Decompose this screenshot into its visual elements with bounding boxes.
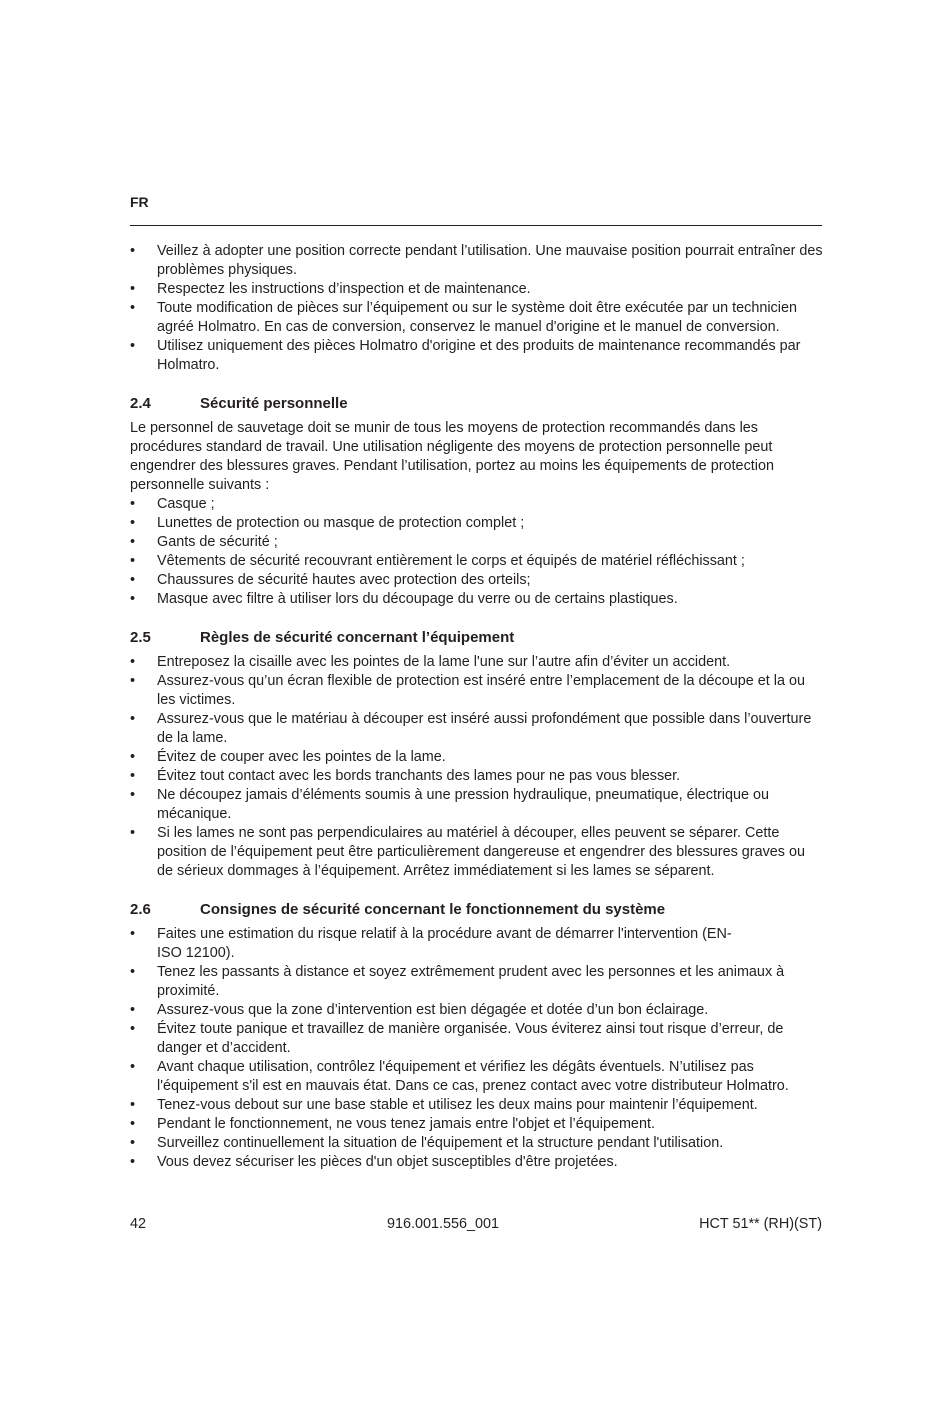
- list-item: • Assurez-vous que le matériau à découper est inséré aussi profondément que possible dans l’ouverture de la lame.: [130, 711, 812, 746]
- header-divider: [130, 225, 822, 226]
- list-item: • Surveillez continuellement la situation de l'équipement et la structure pendant l'utilisation.: [130, 1135, 724, 1151]
- list-item: • Faites une estimation du risque relatif à la procédure avant de démarrer l'intervention (EN- ISO 12100).: [130, 926, 732, 961]
- list-item: • Tenez-vous debout sur une base stable et utilisez les deux mains pour maintenir l’équipement.: [130, 1097, 758, 1113]
- list-item: • Masque avec filtre à utiliser lors du découpage du verre ou de certains plastiques.: [130, 591, 678, 607]
- list-item: • Si les lames ne sont pas perpendiculaires au matériel à découper, elles peuvent se séparer. Cette position de l’équipement peut être particulièrement dangereuse et engendrer des blessures graves ou de sérieux dommages à l’équipement. Arrêtez immédiatement si les lames se séparent.: [130, 825, 805, 879]
- document-code: 916.001.556_001: [387, 1216, 500, 1232]
- section-heading: [130, 628, 824, 647]
- page-content: [130, 242, 824, 1172]
- bullet-icon: •: [130, 515, 136, 531]
- bullet-icon: •: [130, 572, 136, 588]
- list-item: • Avant chaque utilisation, contrôlez l'équipement et vérifiez les dégâts éventuels. N’utilisez pas l'équipement s'il est en mauvais état. Dans ce cas, prenez contact avec votre distributeur Holmatro.: [130, 1059, 789, 1094]
- list-item: • Respectez les instructions d’inspection et de maintenance.: [130, 281, 531, 297]
- bullet-icon: •: [130, 749, 136, 765]
- section-bullet-list: [130, 653, 824, 881]
- bullet-icon: •: [130, 591, 136, 607]
- bullet-icon: •: [130, 787, 136, 803]
- bullet-icon: •: [130, 654, 136, 670]
- page-number: 42: [130, 1216, 147, 1232]
- list-item: • Assurez-vous qu’un écran flexible de protection est inséré entre l’emplacement de la découpe et la ou les victimes.: [130, 673, 805, 708]
- intro-bullet-list: [130, 242, 824, 375]
- list-item: • Veillez à adopter une position correcte pendant l’utilisation. Une mauvaise position pourrait entraîner des problèmes physiques.: [130, 243, 823, 278]
- list-item: • Évitez tout contact avec les bords tranchants des lames pour ne pas vous blesser.: [130, 768, 681, 784]
- bullet-icon: •: [130, 926, 136, 942]
- bullet-icon: •: [130, 768, 136, 784]
- bullet-icon: •: [130, 1059, 136, 1075]
- list-item: • Évitez de couper avec les pointes de la lame.: [130, 749, 446, 765]
- bullet-icon: •: [130, 534, 136, 550]
- list-item: • Évitez toute panique et travaillez de manière organisée. Vous éviterez ainsi tout risque d’erreur, de danger et d’accident.: [130, 1021, 784, 1056]
- list-item: • Tenez les passants à distance et soyez extrêmement prudent avec les personnes et les animaux à proximité.: [130, 964, 785, 999]
- bullet-icon: •: [130, 711, 136, 727]
- list-item: • Utilisez uniquement des pièces Holmatro d'origine et des produits de maintenance recommandés par Holmatro.: [130, 338, 801, 373]
- list-item: • Vous devez sécuriser les pièces d'un objet susceptibles d'être projetées.: [130, 1154, 618, 1170]
- section-bullet-list: [130, 495, 824, 609]
- bullet-icon: •: [130, 1154, 136, 1170]
- page-footer: [130, 1216, 822, 1236]
- bullet-icon: •: [130, 281, 136, 297]
- list-item: • Assurez-vous que la zone d’intervention est bien dégagée et dotée d’un bon éclairage.: [130, 1002, 709, 1018]
- section-bullet-list: [130, 925, 824, 1172]
- product-name: HCT 51** (RH)(ST): [699, 1216, 822, 1232]
- bullet-icon: •: [130, 825, 136, 841]
- list-item: • Vêtements de sécurité recouvrant entièrement le corps et équipés de matériel réfléchissant ;: [130, 553, 745, 569]
- bullet-icon: •: [130, 338, 136, 354]
- bullet-icon: •: [130, 1116, 136, 1132]
- list-item: • Lunettes de protection ou masque de protection complet ;: [130, 515, 525, 531]
- bullet-icon: •: [130, 1002, 136, 1018]
- bullet-icon: •: [130, 243, 136, 259]
- list-item: • Ne découpez jamais d’éléments soumis à une pression hydraulique, pneumatique, électrique ou mécanique.: [130, 787, 769, 822]
- bullet-icon: •: [130, 964, 136, 980]
- language-code: FR: [130, 194, 149, 210]
- bullet-icon: •: [130, 673, 136, 689]
- list-item: • Chaussures de sécurité hautes avec protection des orteils;: [130, 572, 531, 588]
- section-heading: [130, 394, 824, 413]
- bullet-icon: •: [130, 496, 136, 512]
- section-number: 2.6: [130, 901, 151, 918]
- section-number: 2.4: [130, 395, 151, 412]
- bullet-icon: •: [130, 1135, 136, 1151]
- list-item: • Casque ;: [130, 496, 215, 512]
- bullet-icon: •: [130, 1097, 136, 1113]
- section-heading: [130, 900, 824, 919]
- section-title: Sécurité personnelle: [200, 395, 348, 412]
- list-item: • Entreposez la cisaille avec les pointes de la lame l'une sur l’autre afin d’éviter un accident.: [130, 654, 731, 670]
- section-paragraph: Le personnel de sauvetage doit se munir de tous les moyens de protection recommandés dans les procédures standard de travail. Une utilisation négligente des moyens de protection personnelle peut engendrer des blessures graves. Pendant l’utilisation, portez au moins les équipements de protection personnelle suivants :: [130, 420, 774, 493]
- bullet-icon: •: [130, 300, 136, 316]
- list-item: • Gants de sécurité ;: [130, 534, 278, 550]
- section-title: Consignes de sécurité concernant le fonctionnement du système: [200, 901, 666, 918]
- section-number: 2.5: [130, 629, 151, 646]
- list-item: • Toute modification de pièces sur l’équipement ou sur le système doit être exécutée par un technicien agréé Holmatro. En cas de conversion, conservez le manuel d'origine et le manuel de conversion.: [130, 300, 797, 335]
- section-title: Règles de sécurité concernant l’équipement: [200, 629, 515, 646]
- bullet-icon: •: [130, 1021, 136, 1037]
- list-item: • Pendant le fonctionnement, ne vous tenez jamais entre l'objet et l’équipement.: [130, 1116, 655, 1132]
- bullet-icon: •: [130, 553, 136, 569]
